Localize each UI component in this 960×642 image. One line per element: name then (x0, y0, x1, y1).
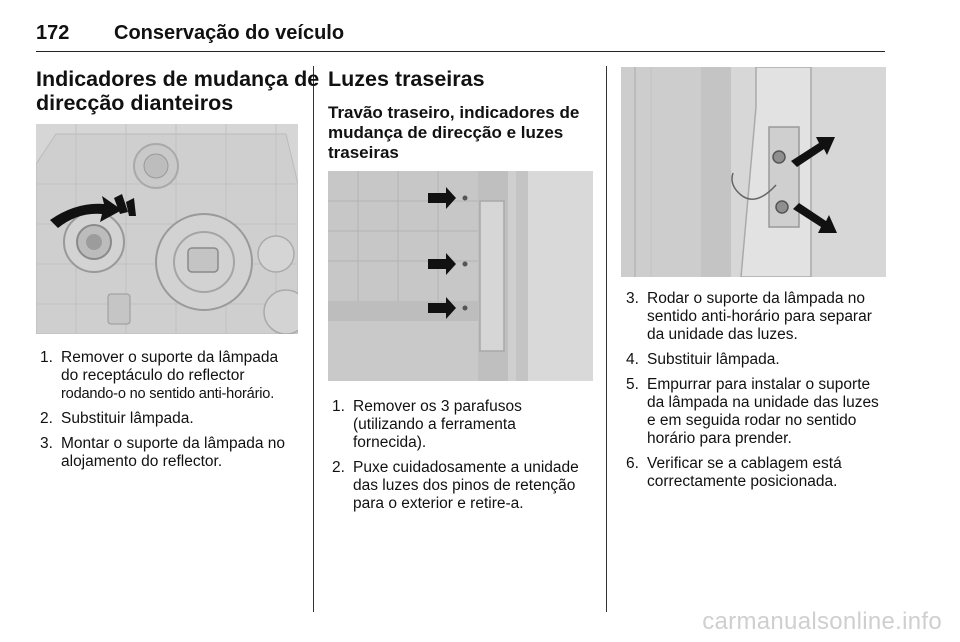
step-text-line: do receptáculo do reflector (61, 367, 245, 384)
step-text-line: correctamente posicionada. (647, 473, 838, 490)
subheading-rear-lights (328, 103, 579, 163)
step-text-line: para o exterior e retire-a. (353, 495, 524, 512)
list-item (626, 455, 898, 491)
column-divider-right (606, 66, 607, 612)
page-number: 172 (36, 22, 70, 44)
step-text-line: Verificar se a cablagem está (647, 455, 842, 472)
step-text-line: da unidade das luzes. (647, 326, 798, 343)
step-number: 2. (40, 410, 53, 427)
list-item (40, 349, 312, 403)
step-number: 1. (40, 349, 53, 366)
right-steps-list (626, 290, 898, 498)
list-item (626, 290, 898, 344)
step-text-line: sentido anti-horário para separar (647, 308, 872, 325)
step-number: 2. (332, 459, 345, 476)
list-item (626, 351, 898, 369)
step-text-line: alojamento do reflector. (61, 453, 223, 470)
heading-line: Indicadores de mudança de (36, 67, 320, 91)
step-text-line: fornecida). (353, 434, 427, 451)
step-text-line: da lâmpada na unidade das luzes (647, 394, 879, 411)
list-item (332, 459, 604, 513)
subheading-line: mudança de direcção e luzes (328, 123, 564, 142)
step-text-line: Substituir lâmpada. (647, 351, 780, 368)
header-divider (36, 51, 885, 52)
step-text-line: Puxe cuidadosamente a unidade (353, 459, 579, 476)
step-number: 5. (626, 376, 639, 393)
step-text-line: rodando-o no sentido anti-horário. (61, 386, 275, 402)
step-number: 1. (332, 398, 345, 415)
step-number: 3. (40, 435, 53, 452)
heading-line: direcção dianteiros (36, 91, 234, 115)
list-item (40, 435, 312, 471)
heading-rear-lights: Luzes traseiras (328, 67, 485, 91)
step-text-line: Montar o suporte da lâmpada no (61, 435, 286, 452)
front-headlamp-figure (36, 124, 298, 334)
step-text-line: (utilizando a ferramenta (353, 416, 516, 433)
list-item (40, 410, 312, 428)
step-text-line: Substituir lâmpada. (61, 410, 194, 427)
heading-front-indicators (36, 67, 319, 115)
step-text-line: Empurrar para instalar o suporte (647, 376, 871, 393)
section-title: Conservação do veículo (114, 22, 345, 44)
subheading-line: Travão traseiro, indicadores de (328, 103, 580, 122)
step-text-line: Remover o suporte da lâmpada (61, 349, 279, 366)
rear-lamp-illustration (328, 171, 593, 381)
step-text-line: horário para prender. (647, 430, 792, 447)
left-steps-list (40, 349, 312, 478)
watermark: carmanualsonline.info (702, 608, 942, 635)
step-text-line: Rodar o suporte da lâmpada no (647, 290, 866, 307)
step-number: 4. (626, 351, 639, 368)
headlamp-illustration (36, 124, 298, 334)
step-text-line: das luzes dos pinos de retenção (353, 477, 576, 494)
step-text-line: Remover os 3 parafusos (353, 398, 522, 415)
rear-lamp-bulb-illustration (621, 67, 886, 277)
list-item (332, 398, 604, 452)
rear-lamp-screws-figure (328, 171, 593, 381)
step-text-line: e em seguida rodar no sentido (647, 412, 857, 429)
rear-lamp-bulb-figure (621, 67, 886, 277)
column-divider-left (313, 66, 314, 612)
middle-steps-list (332, 398, 604, 520)
subheading-line: traseiras (328, 143, 399, 162)
step-number: 3. (626, 290, 639, 307)
step-number: 6. (626, 455, 639, 472)
list-item (626, 376, 898, 448)
